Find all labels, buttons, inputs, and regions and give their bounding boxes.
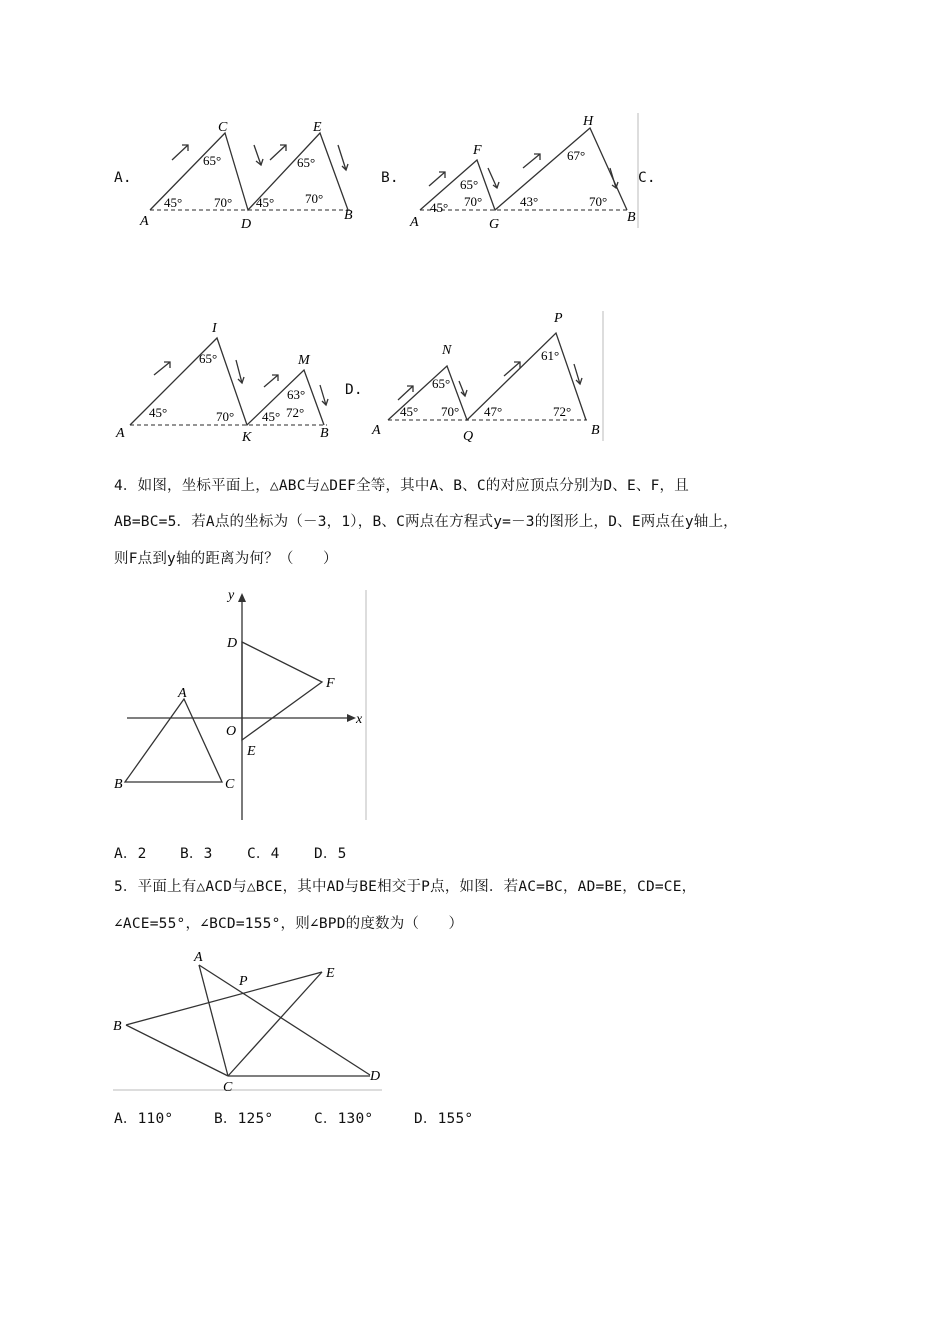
option-d-label: D. [345, 382, 363, 398]
svg-text:H: H [583, 114, 594, 129]
svg-text:45°: 45° [430, 200, 449, 215]
q5-options [114, 1109, 473, 1129]
svg-text:F: F [473, 143, 482, 158]
svg-text:47°: 47° [484, 404, 503, 419]
option-a-figure [130, 115, 360, 235]
svg-text:O: O [226, 724, 237, 739]
svg-text:65°: 65° [199, 351, 218, 366]
q4-coordinate-figure [112, 585, 372, 825]
svg-text:P: P [239, 974, 248, 989]
svg-text:70°: 70° [305, 191, 324, 206]
svg-text:M: M [298, 353, 310, 368]
svg-text:E: E [313, 120, 322, 135]
q5-option-a[interactable]: A．110° [114, 1111, 174, 1127]
svg-text:61°: 61° [541, 348, 560, 363]
svg-text:F: F [326, 676, 335, 691]
svg-text:A: A [140, 214, 149, 229]
svg-text:A: A [410, 215, 419, 230]
svg-text:70°: 70° [216, 409, 235, 424]
svg-text:y: y [228, 588, 235, 603]
svg-text:x: x [356, 712, 363, 727]
svg-text:B: B [591, 423, 600, 438]
q5-option-c[interactable]: C．130° [314, 1111, 374, 1127]
svg-text:45°: 45° [164, 195, 183, 210]
svg-text:D: D [241, 217, 252, 232]
svg-text:A: A [194, 950, 203, 965]
svg-text:E: E [247, 744, 256, 759]
svg-text:D: D [370, 1069, 381, 1084]
svg-text:B: B [320, 426, 329, 441]
option-d-figure [370, 308, 610, 443]
svg-text:67°: 67° [567, 148, 586, 163]
svg-text:N: N [442, 343, 452, 358]
svg-text:Q: Q [463, 429, 474, 443]
svg-text:C: C [225, 777, 235, 792]
svg-text:A: A [372, 423, 381, 438]
svg-text:B: B [627, 210, 636, 225]
svg-text:I: I [212, 321, 217, 336]
svg-text:70°: 70° [589, 194, 608, 209]
svg-text:B: B [114, 777, 123, 792]
q4-text-line-1: 4．如图，坐标平面上，△ABC与△DEF全等，其中A、B、C的对应顶点分别为D、E、F，且 [114, 478, 689, 494]
option-b-figure [405, 108, 640, 233]
q4-options [114, 844, 347, 864]
svg-text:E: E [326, 966, 335, 981]
q4-option-a[interactable]: A．2 [114, 846, 147, 862]
svg-text:B: B [113, 1019, 122, 1034]
q5-option-d[interactable]: D．155° [414, 1111, 474, 1127]
svg-text:65°: 65° [460, 177, 479, 192]
svg-text:D: D [227, 636, 238, 651]
svg-text:C: C [218, 120, 228, 135]
svg-text:A: A [116, 426, 125, 441]
q5-text-line-2: ∠ACE=55°，∠BCD=155°，则∠BPD的度数为（ ） [114, 916, 464, 932]
svg-text:B: B [344, 208, 353, 223]
q5-triangle-figure [110, 945, 390, 1095]
svg-text:45°: 45° [262, 409, 281, 424]
q4-option-c[interactable]: C．4 [247, 846, 280, 862]
q4-option-b[interactable]: B．3 [180, 846, 213, 862]
svg-text:45°: 45° [149, 405, 168, 420]
svg-text:P: P [554, 311, 563, 326]
svg-text:A: A [178, 686, 187, 701]
svg-text:45°: 45° [400, 404, 419, 419]
svg-text:72°: 72° [553, 404, 572, 419]
svg-text:65°: 65° [203, 153, 222, 168]
q4-text-line-3: 则F点到y轴的距离为何？（ ） [114, 551, 338, 567]
q5-option-b[interactable]: B．125° [214, 1111, 274, 1127]
svg-text:70°: 70° [464, 194, 483, 209]
svg-text:G: G [489, 217, 500, 232]
q5-text-line-1: 5．平面上有△ACD与△BCE，其中AD与BE相交于P点，如图．若AC=BC，AD=BE，CD=CE， [114, 879, 697, 895]
svg-text:70°: 70° [441, 404, 460, 419]
svg-text:65°: 65° [297, 155, 316, 170]
svg-text:65°: 65° [432, 376, 451, 391]
svg-text:45°: 45° [256, 195, 275, 210]
q4-option-d[interactable]: D．5 [314, 846, 347, 862]
option-b-label: B. [381, 170, 399, 186]
svg-text:K: K [242, 430, 252, 445]
svg-text:63°: 63° [287, 387, 306, 402]
svg-text:70°: 70° [214, 195, 233, 210]
svg-text:72°: 72° [286, 405, 305, 420]
option-a-label: A. [114, 170, 132, 186]
option-c-figure [112, 315, 342, 445]
q4-text-line-2: AB=BC=5．若A点的坐标为（－3，1），B、C两点在方程式y=－3的图形上，D、E两点在y轴上， [114, 514, 738, 530]
option-c-label: C. [638, 170, 656, 186]
svg-text:43°: 43° [520, 194, 539, 209]
svg-text:C: C [223, 1080, 233, 1095]
